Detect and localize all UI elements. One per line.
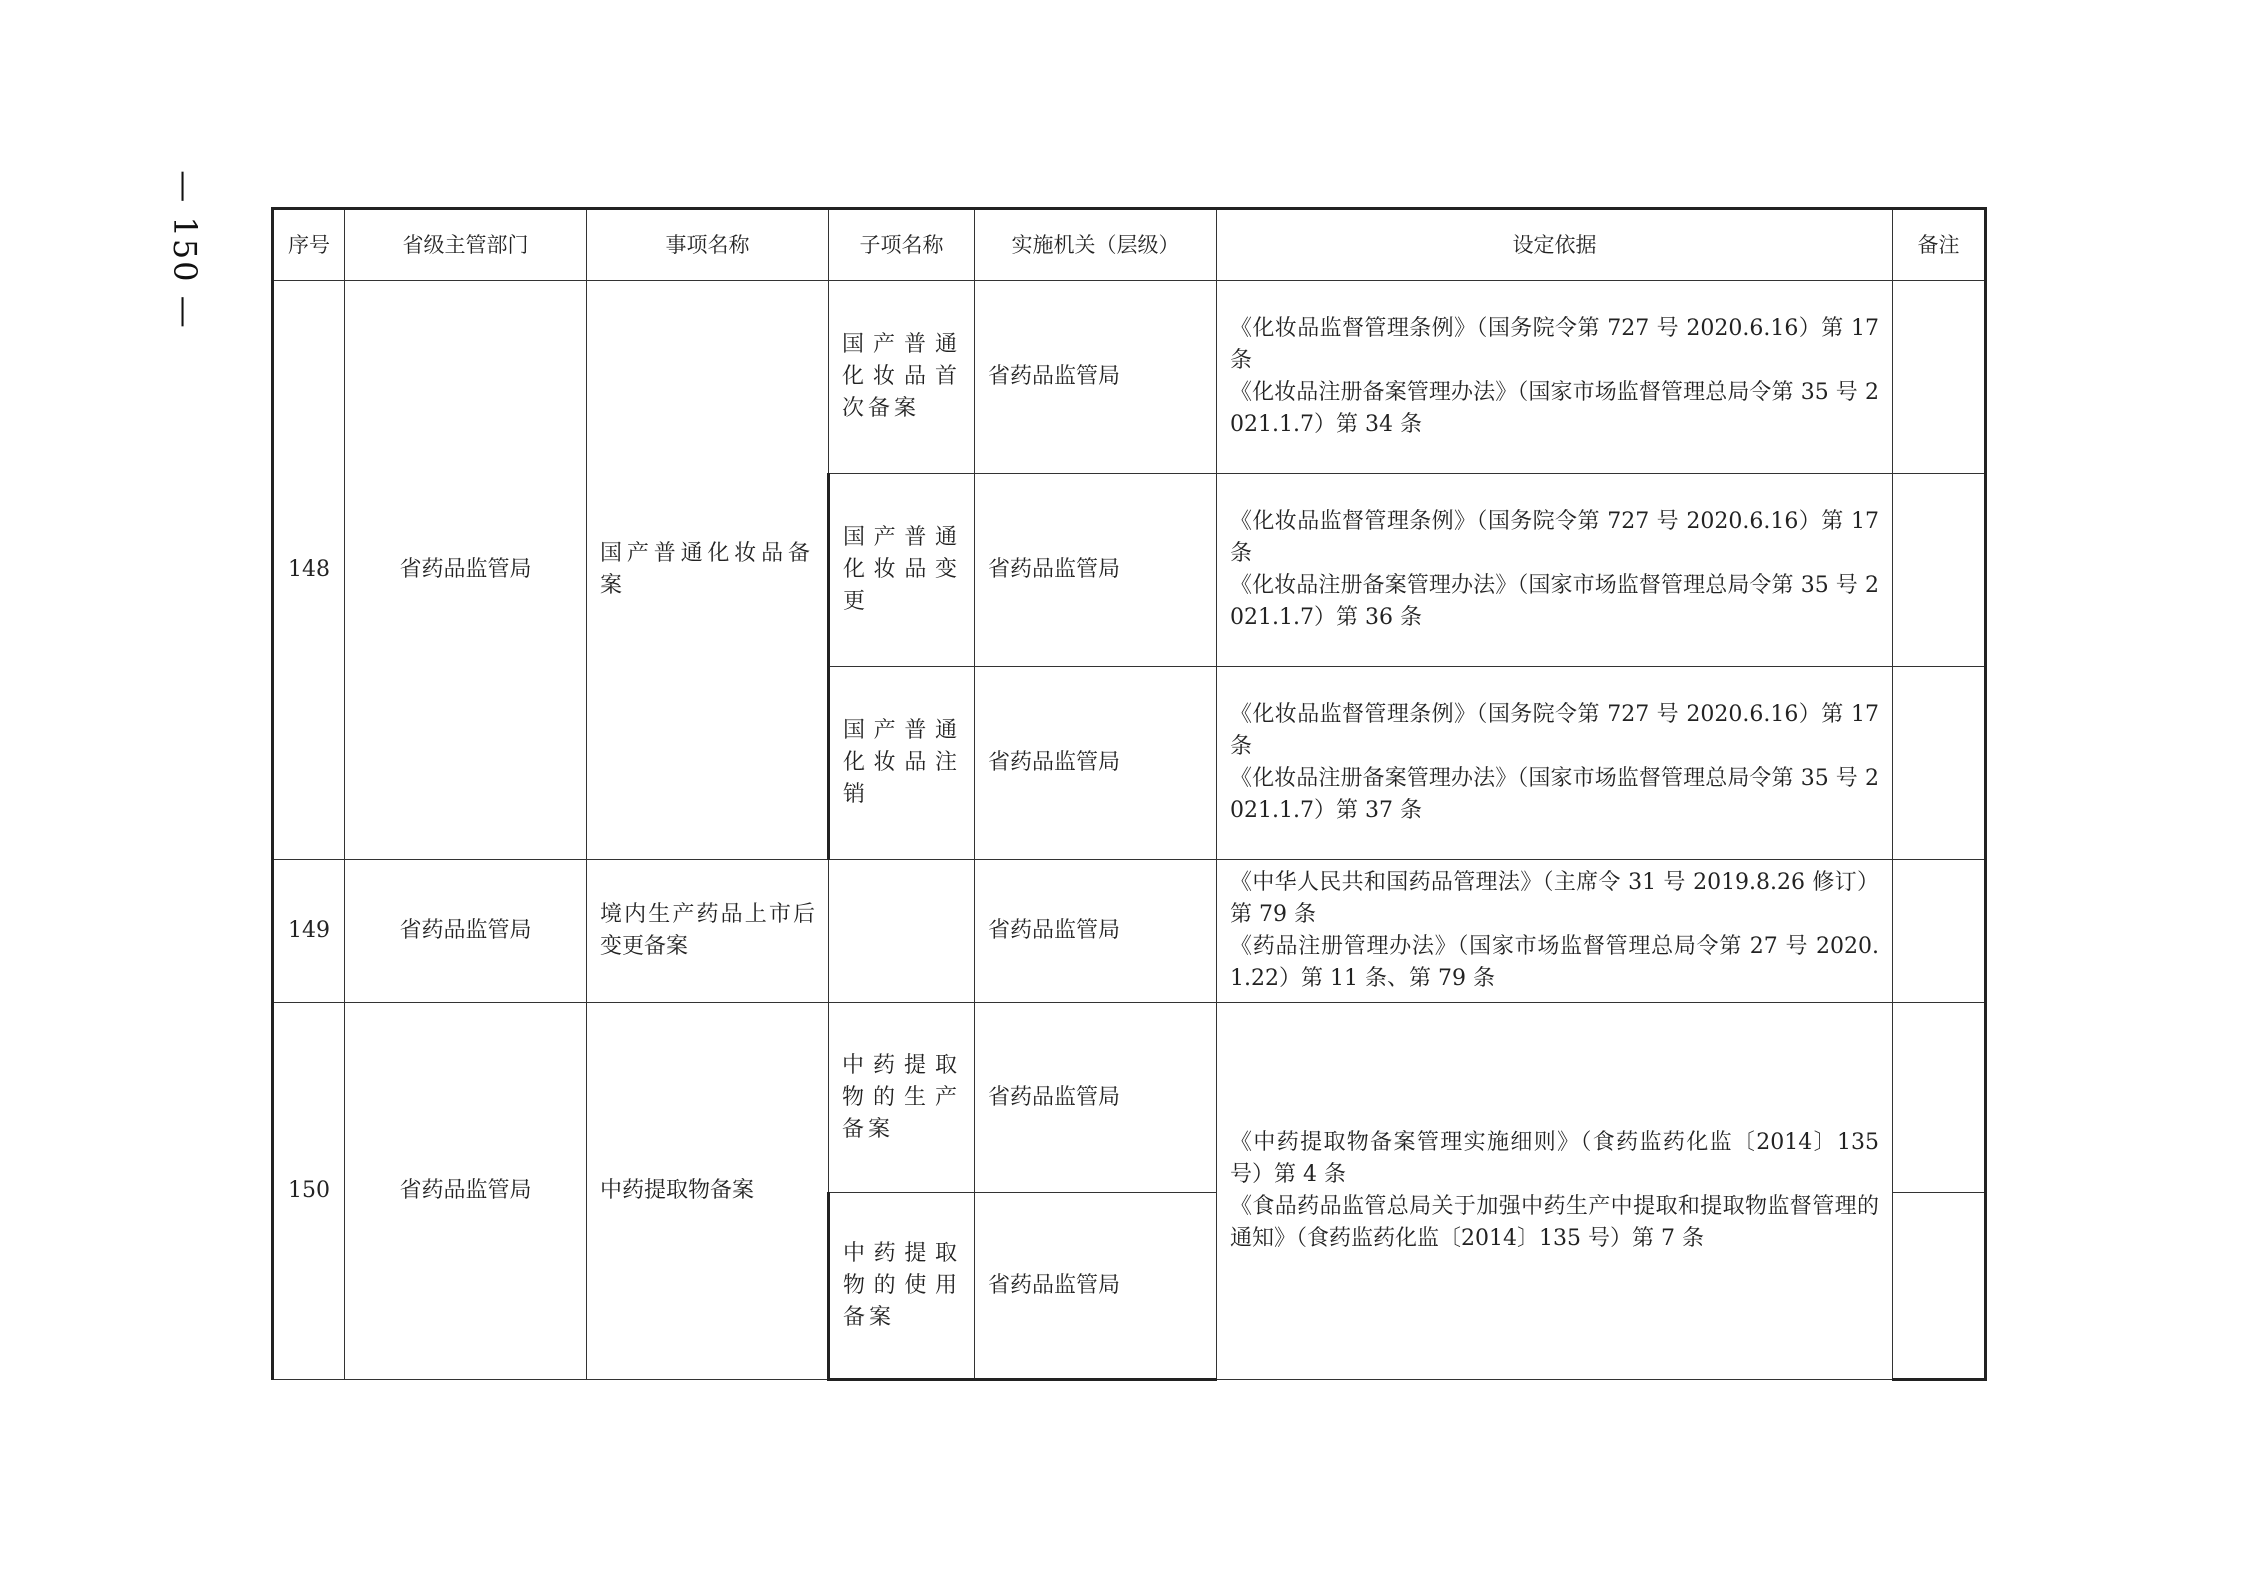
agency-cell: 省药品监管局 [975,1003,1217,1193]
basis-cell [1217,474,1893,667]
header-agency: 实施机关（层级） [975,209,1217,281]
subitem-cell: 国产普通化妆品注销 [829,667,975,860]
basis-line: 《化妆品监督管理条例》（国务院令第 727 号 2020.6.16）第 17 条 [1230,316,1879,373]
seq-cell: 148 [273,281,345,860]
table-row [273,860,1986,1003]
basis-cell [1217,667,1893,860]
item-cell: 境内生产药品上市后变更备案 [587,860,829,1003]
basis-line: 《食品药品监管总局关于加强中药生产中提取和提取物监督管理的通知》（食药监药化监〔2014〕135 号）第 7 条 [1230,1194,1879,1251]
dept-cell: 省药品监管局 [345,1003,587,1380]
basis-line: 《化妆品监督管理条例》（国务院令第 727 号 2020.6.16）第 17 条 [1230,702,1879,759]
table-header-row [273,209,1986,281]
basis-cell [1217,860,1893,1003]
table-row [273,1003,1986,1193]
remark-cell [1893,474,1986,667]
header-dept: 省级主管部门 [345,209,587,281]
basis-line: 《中药提取物备案管理实施细则》（食药监药化监〔2014〕135 号）第 4 条 [1230,1130,1879,1187]
item-cell: 国产普通化妆品备案 [587,281,829,860]
remark-cell [1893,1193,1986,1380]
remark-cell [1893,1003,1986,1193]
page-number: — 150 — [166,170,204,330]
header-basis: 设定依据 [1217,209,1893,281]
item-cell: 中药提取物备案 [587,1003,829,1380]
remark-cell [1893,667,1986,860]
agency-cell: 省药品监管局 [975,474,1217,667]
basis-cell [1217,281,1893,474]
basis-line: 《药品注册管理办法》（国家市场监督管理总局令第 27 号 2020.1.22）第 11 条、第 79 条 [1230,934,1879,991]
dept-cell: 省药品监管局 [345,860,587,1003]
subitem-cell: 国产普通化妆品首次备案 [829,281,975,474]
agency-cell: 省药品监管局 [975,1193,1217,1380]
subitem-cell [829,860,975,1003]
basis-cell [1217,1003,1893,1380]
basis-line: 《化妆品注册备案管理办法》（国家市场监督管理总局令第 35 号 2021.1.7）第 37 条 [1230,766,1879,823]
header-item: 事项名称 [587,209,829,281]
basis-line: 《中华人民共和国药品管理法》（主席令 31 号 2019.8.26 修订）第 79 条 [1230,870,1879,927]
subitem-cell: 国产普通化妆品变更 [829,474,975,667]
agency-cell: 省药品监管局 [975,667,1217,860]
seq-cell: 149 [273,860,345,1003]
items-table [271,207,1987,1381]
header-seq: 序号 [273,209,345,281]
header-remark: 备注 [1893,209,1986,281]
subitem-cell: 中药提取物的生产备案 [829,1003,975,1193]
header-subitem: 子项名称 [829,209,975,281]
remark-cell [1893,281,1986,474]
table-row [273,281,1986,474]
basis-line: 《化妆品注册备案管理办法》（国家市场监督管理总局令第 35 号 2021.1.7）第 34 条 [1230,380,1879,437]
basis-line: 《化妆品注册备案管理办法》（国家市场监督管理总局令第 35 号 2021.1.7）第 36 条 [1230,573,1879,630]
agency-cell: 省药品监管局 [975,281,1217,474]
seq-cell: 150 [273,1003,345,1380]
basis-line: 《化妆品监督管理条例》（国务院令第 727 号 2020.6.16）第 17 条 [1230,509,1879,566]
remark-cell [1893,860,1986,1003]
agency-cell: 省药品监管局 [975,860,1217,1003]
dept-cell: 省药品监管局 [345,281,587,860]
subitem-cell: 中药提取物的使用备案 [829,1193,975,1380]
